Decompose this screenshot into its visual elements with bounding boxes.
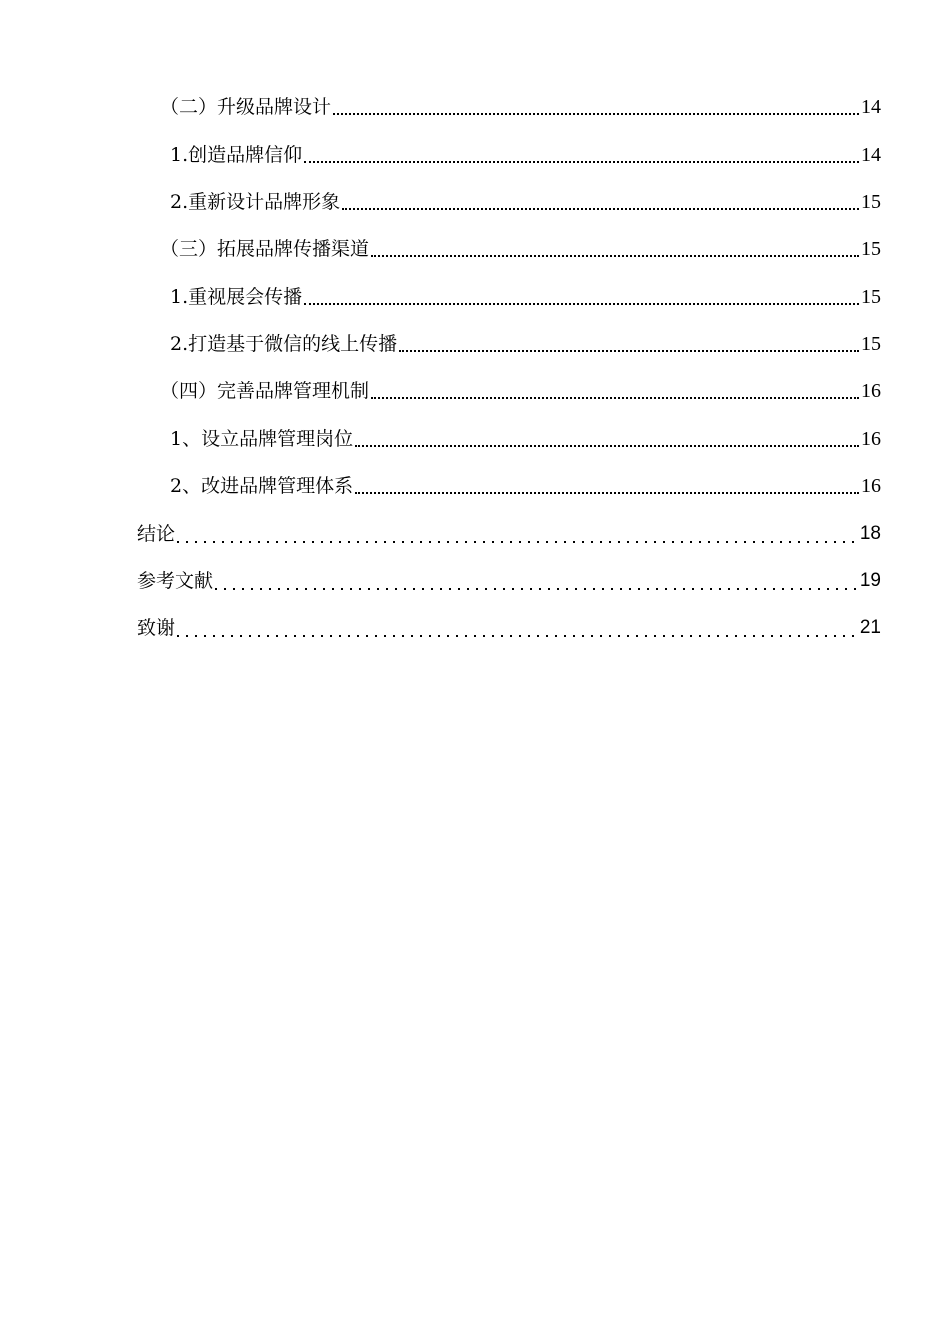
toc-entry-title: （三）拓展品牌传播渠道 [160,238,370,260]
toc-entry-page: 15 [861,286,881,308]
toc-entry-title: （二）升级品牌设计 [160,96,332,118]
toc-entry-page: 18 [859,523,881,544]
toc-leader-dots [355,492,859,494]
toc-entry-title: 结论 [137,523,176,545]
toc-entry-page: 15 [861,333,881,355]
toc-entry-page: 16 [861,428,881,450]
toc-entry [160,234,881,264]
toc-entry-page: 15 [861,238,881,260]
toc-leader-dots [371,397,859,399]
toc-entry [170,424,881,454]
toc-entry [160,92,881,122]
toc-entry-title: 致谢 [137,617,176,639]
toc-entry-title: 2、改进品牌管理体系 [170,475,354,497]
toc-entry [170,187,881,217]
toc-entry [160,376,881,406]
toc-entry [170,282,881,312]
toc-leader-dots [177,635,858,637]
toc-entry-page: 19 [859,570,881,591]
toc-leader-dots [333,113,859,115]
toc-entry-title: 2.打造基于微信的线上传播 [170,333,398,355]
toc-leader-dots [304,161,859,163]
toc-entry [170,140,881,170]
toc-leader-dots [215,588,858,590]
toc-entry-title: 1、设立品牌管理岗位 [170,428,354,450]
toc-leader-dots [355,445,859,447]
toc-entry-title: 1.创造品牌信仰 [170,144,303,166]
toc-entry-title: 2.重新设计品牌形象 [170,191,341,213]
toc-entry-page: 16 [861,380,881,402]
toc-entry-page: 21 [859,617,881,638]
toc-leader-dots [371,255,859,257]
toc-leader-dots [304,303,859,305]
toc-leader-dots [342,208,859,210]
toc-entry [137,566,881,596]
toc-entry [137,519,881,549]
toc-entry-page: 14 [861,144,881,166]
toc-entry [137,613,881,643]
toc-entry-title: 参考文献 [137,570,214,592]
toc-entry-page: 15 [861,191,881,213]
toc-entry [170,329,881,359]
toc-entry [170,471,881,501]
toc-leader-dots [399,350,859,352]
toc-entry-title: （四）完善品牌管理机制 [160,380,370,402]
toc-entry-title: 1.重视展会传播 [170,286,303,308]
toc-leader-dots [177,541,858,543]
toc-entry-page: 14 [861,96,881,118]
toc-entry-page: 16 [861,475,881,497]
